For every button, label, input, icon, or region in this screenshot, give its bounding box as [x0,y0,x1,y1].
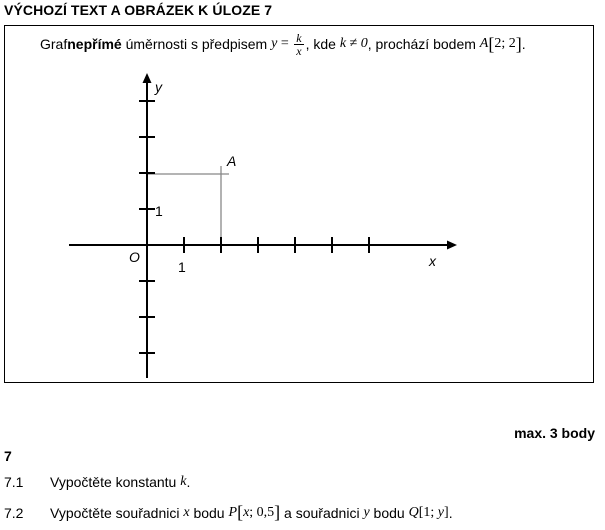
bracket-open: [ [237,502,244,522]
intro-condition: k ≠ 0 [339,36,368,51]
point-q-var: y [437,504,445,520]
subtask-period: . [448,504,453,521]
intro-part-4: , prochází bodem [367,36,480,52]
subtask-7-2 [4,502,453,523]
point-q-first: 1; [423,504,438,520]
subtask-number: 7.2 [4,504,24,521]
task-number: 7 [4,448,12,464]
point-q-name: Q [408,504,419,520]
x-unit-label: 1 [178,259,186,275]
max-points: max. 3 body [514,425,595,441]
intro-part-3: , kde [305,36,340,52]
intro-period: . [521,36,526,52]
point-q-close: ] [444,504,449,520]
intro-part-2: úměrnosti s předpisem [121,36,272,52]
y-axis-label: y [155,79,162,95]
exercise-heading: VÝCHOZÍ TEXT A OBRÁZEK K ÚLOZE 7 [4,2,273,18]
subtask-text: Vypočtěte konstantu [50,474,181,490]
subtask-var-x: x [183,504,190,520]
intro-point-coords: 2; 2 [494,36,516,51]
intro-part-1: Graf [40,36,68,52]
formula-numerator: k [296,30,302,45]
subtask-number: 7.1 [4,474,24,490]
y-unit-label: 1 [155,203,163,219]
subtask-text-a: Vypočtěte souřadnici [50,504,184,521]
point-q-open: [ [418,504,424,520]
subtask-text-d: bodu [369,504,409,521]
subtask-7-1 [4,474,190,490]
point-p-rest: ; 0,5 [249,504,275,520]
y-axis-arrow [143,73,152,83]
origin-label: O [129,249,140,265]
bracket-close: ] [515,34,522,54]
subtask-var-y: y [363,504,370,520]
point-a-label: A [227,153,237,169]
subtask-var-k: k [180,474,187,489]
x-axis-label: x [429,253,436,269]
formula-eq: = [277,36,293,51]
subtask-period: . [186,474,191,490]
formula-denominator: x [296,43,302,58]
coordinate-graph [5,26,593,382]
subtask-text-b: bodu [189,504,229,521]
figure-box [4,25,594,383]
bracket-close: ] [274,502,281,522]
intro-bold-word: nepřímé [67,36,122,52]
intro-point-name: A [479,36,489,51]
x-axis-arrow [447,241,457,250]
bracket-open: [ [488,34,495,54]
subtask-text-c: a souřadnici [280,504,364,521]
formula-y: y [271,36,278,51]
point-p-x: x [243,504,250,520]
point-p-name: P [228,504,238,520]
